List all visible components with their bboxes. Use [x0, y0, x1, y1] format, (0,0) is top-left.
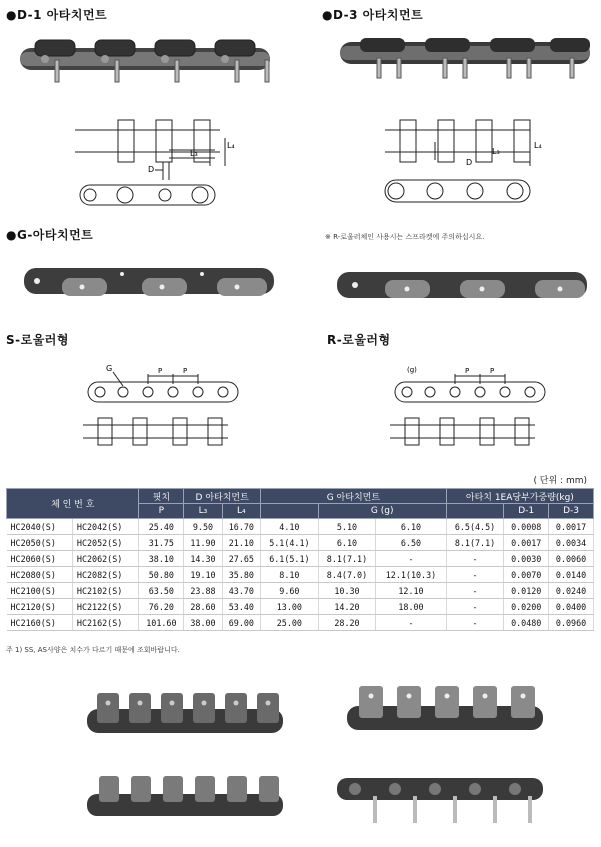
label-p-s1: P [158, 367, 163, 375]
chain-photo-g [22, 262, 277, 307]
table-cell: 14.30 [184, 551, 222, 567]
table-cell: 8.1(7.1) [446, 535, 504, 551]
table-cell: 6.10 [318, 535, 376, 551]
table-row [7, 583, 594, 599]
label-g-s: G [106, 364, 113, 373]
table-cell: HC2042(S) [72, 519, 139, 535]
table-cell: HC2082(S) [72, 567, 139, 583]
table-cell: 12.1(10.3) [376, 567, 446, 583]
table-cell: 25.00 [261, 615, 319, 631]
table-cell: 25.40 [139, 519, 184, 535]
table-cell: 8.1(7.1) [318, 551, 376, 567]
chain-photo-d3 [335, 28, 595, 83]
table-cell: 35.80 [222, 567, 260, 583]
table-cell: 76.20 [139, 599, 184, 615]
table-cell: 0.0480 [504, 615, 549, 631]
table-cell: 28.20 [318, 615, 376, 631]
label-d: D [148, 165, 155, 174]
table-cell: 63.50 [139, 583, 184, 599]
label-l4-d3: L₄ [534, 141, 542, 150]
table-cell: 18.00 [376, 599, 446, 615]
table-cell: 11.90 [184, 535, 222, 551]
table-cell: 0.0034 [549, 535, 594, 551]
label-g-paren-r: (g) [407, 366, 417, 374]
note-r-roller: ※ R-로울러체인 사용시는 스프라켓에 주의하십시요. [325, 233, 485, 241]
table-cell: 0.0400 [549, 599, 594, 615]
photo-bottom-2 [345, 680, 545, 740]
table-cell: 16.70 [222, 519, 260, 535]
header-d-att: D 아타치먼트 [184, 489, 261, 504]
table-cell: HC2062(S) [72, 551, 139, 567]
header-w-blank [446, 504, 504, 519]
table-cell: 10.30 [318, 583, 376, 599]
table-cell: 101.60 [139, 615, 184, 631]
photo-bottom-3 [85, 770, 285, 825]
label-l3-d3: L₃ [492, 147, 500, 156]
header-pitch: 핏치 [139, 489, 184, 504]
label-p-r2: P [490, 367, 495, 375]
label-l4: L₄ [227, 141, 235, 150]
photo-bottom-1 [85, 685, 285, 745]
table-cell: 53.40 [222, 599, 260, 615]
table-cell: - [446, 583, 504, 599]
table-cell: 0.0017 [549, 519, 594, 535]
table-cell: 43.70 [222, 583, 260, 599]
table-cell: 8.4(7.0) [318, 567, 376, 583]
diagram-s-roller [78, 360, 248, 455]
table-cell: HC2040(S) [7, 519, 73, 535]
footnote: 주 1) SS, AS사양은 치수가 다르기 때문에 조회바랍니다. [6, 646, 180, 654]
label-p-r1: P [465, 367, 470, 375]
table-cell: 6.5(4.5) [446, 519, 504, 535]
table-cell: 5.10 [318, 519, 376, 535]
section-title-d3: ●D-3 아타치먼트 [322, 8, 424, 22]
table-cell: HC2050(S) [7, 535, 73, 551]
table-cell: 0.0200 [504, 599, 549, 615]
table-cell: - [446, 599, 504, 615]
table-cell: 8.10 [261, 567, 319, 583]
table-row [7, 519, 594, 535]
section-title-r: R-로울러형 [327, 333, 391, 347]
table-cell: 69.00 [222, 615, 260, 631]
table-cell: 38.00 [184, 615, 222, 631]
table-row [7, 615, 594, 631]
header-pitch-p: P [139, 504, 184, 519]
table-row [7, 551, 594, 567]
header-d3: D-3 [549, 504, 594, 519]
table-cell: 0.0030 [504, 551, 549, 567]
table-cell: 13.00 [261, 599, 319, 615]
table-cell: 4.10 [261, 519, 319, 535]
photo-bottom-4 [335, 768, 545, 828]
section-title-g: ●G-아타치먼트 [6, 228, 94, 242]
table-cell: 28.60 [184, 599, 222, 615]
table-cell: HC2102(S) [72, 583, 139, 599]
table-row [7, 599, 594, 615]
label-p-s2: P [183, 367, 188, 375]
chain-photo-d1 [15, 28, 275, 88]
table-cell: 0.0240 [549, 583, 594, 599]
table-cell: 6.1(5.1) [261, 551, 319, 567]
table-cell: HC2100(S) [7, 583, 73, 599]
table-cell: 21.10 [222, 535, 260, 551]
table-cell: 31.75 [139, 535, 184, 551]
table-cell: 0.0060 [549, 551, 594, 567]
header-l3: L₃ [184, 504, 222, 519]
table-cell: - [446, 615, 504, 631]
table-cell: 9.50 [184, 519, 222, 535]
table-cell: 0.0140 [549, 567, 594, 583]
chain-photo-r [335, 266, 590, 306]
table-cell: 38.10 [139, 551, 184, 567]
table-cell: HC2052(S) [72, 535, 139, 551]
table-cell: HC2060(S) [7, 551, 73, 567]
table-cell: 5.1(4.1) [261, 535, 319, 551]
table-cell: 19.10 [184, 567, 222, 583]
spec-table [6, 488, 594, 631]
table-cell: HC2080(S) [7, 567, 73, 583]
table-cell: 9.60 [261, 583, 319, 599]
table-cell: 6.10 [376, 519, 446, 535]
header-weight: 아타치 1EA당부가중량(kg) [446, 489, 593, 504]
table-cell: 0.0120 [504, 583, 549, 599]
table-cell: HC2160(S) [7, 615, 73, 631]
diagram-d3 [380, 110, 550, 210]
header-d1: D-1 [504, 504, 549, 519]
table-cell: 27.65 [222, 551, 260, 567]
table-cell: HC2120(S) [7, 599, 73, 615]
table-row [7, 567, 594, 583]
table-row [7, 535, 594, 551]
label-d-d3: D [466, 158, 473, 167]
table-cell: HC2162(S) [72, 615, 139, 631]
label-l3: L₃ [190, 149, 198, 158]
table-cell: 0.0008 [504, 519, 549, 535]
header-g-sub: G (g) [318, 504, 446, 519]
table-cell: 14.20 [318, 599, 376, 615]
section-title-d1: ●D-1 아타치먼트 [6, 8, 108, 22]
header-l4: L₄ [222, 504, 260, 519]
section-title-s: S-로울러형 [6, 333, 69, 347]
table-cell: 12.10 [376, 583, 446, 599]
table-cell: 0.0070 [504, 567, 549, 583]
table-cell: - [446, 567, 504, 583]
header-g-blank [261, 504, 319, 519]
table-cell: 0.0960 [549, 615, 594, 631]
table-cell: - [376, 615, 446, 631]
diagram-r-roller [385, 360, 555, 455]
table-cell: 0.0017 [504, 535, 549, 551]
header-chain-no: 체 인 번 호 [7, 489, 139, 519]
diagram-d1 [70, 110, 240, 210]
header-g-att: G 아타치먼트 [261, 489, 447, 504]
table-cell: - [376, 551, 446, 567]
table-cell: - [446, 551, 504, 567]
unit-label: ( 단위 : mm) [533, 476, 587, 486]
table-cell: 6.50 [376, 535, 446, 551]
table-cell: 23.88 [184, 583, 222, 599]
table-cell: HC2122(S) [72, 599, 139, 615]
table-cell: 50.80 [139, 567, 184, 583]
